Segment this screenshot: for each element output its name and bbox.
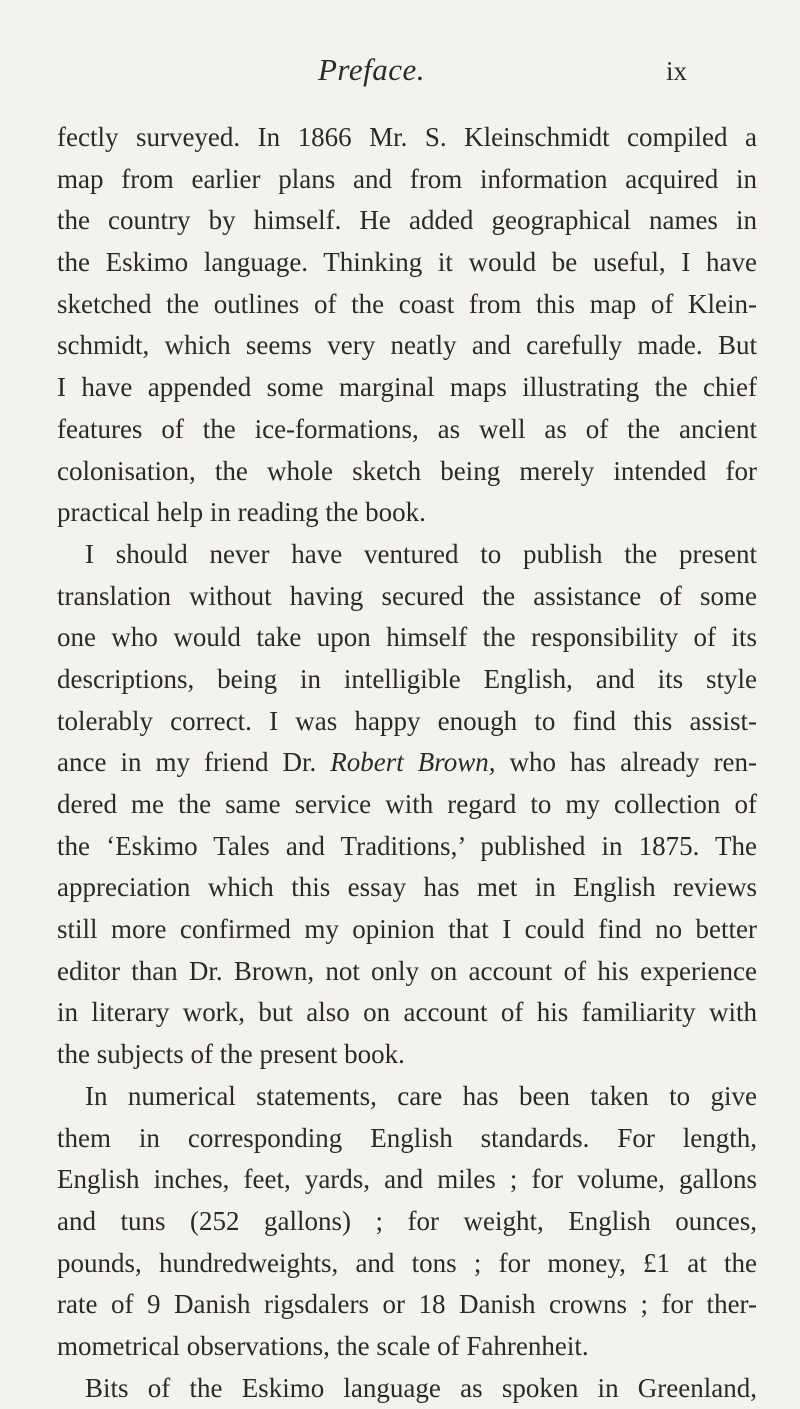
text-line: sketched the outlines of the coast from this map of Klein- — [57, 288, 757, 319]
text-line: pounds, hundredweights, and tons ; for money, £1 at the — [57, 1247, 757, 1278]
text-line: fectly surveyed. In 1866 Mr. S. Kleinschmidt compiled a — [57, 122, 757, 152]
running-head — [0, 52, 800, 92]
paragraph-end-line: mometrical observations, the scale of Fahrenheit. — [57, 1330, 589, 1361]
text-line: and tuns (252 gallons) ; for weight, English ounces, — [57, 1205, 757, 1236]
text-line: appreciation which this essay has met in English reviews — [57, 872, 757, 903]
text-line: editor than Dr. Brown, not only on account of his experience — [57, 955, 757, 986]
paragraph-start-line: Bits of the Eskimo language as spoken in Greenland, — [85, 1372, 757, 1403]
running-title: Preface. — [318, 52, 425, 87]
text-line: descriptions, being in intelligible English, and its style — [57, 663, 757, 694]
text-line: map from earlier plans and from information acquired in — [57, 163, 757, 194]
page-number: ix — [666, 56, 688, 86]
text-line: English inches, feet, yards, and miles ; for volume, gallons — [57, 1164, 757, 1195]
text-line: one who would take upon himself the responsibility of its — [57, 622, 757, 653]
text-line: still more confirmed my opinion that I could find no better — [57, 914, 757, 945]
text-line: the Eskimo language. Thinking it would be useful, I have — [57, 247, 757, 278]
text-line: I have appended some marginal maps illustrating the chief — [57, 372, 757, 403]
text-line: the ‘Eskimo Tales and Traditions,’ published in 1875. The — [57, 830, 757, 861]
text-line: in literary work, but also on account of his familiarity with — [57, 997, 757, 1028]
text-line: tolerably correct. I was happy enough to find this assist- — [57, 705, 757, 736]
text-line: colonisation, the whole sketch being merely intended for — [57, 455, 757, 486]
text-line: dered me the same service with regard to my collection of — [57, 789, 757, 819]
paragraph-end-line: the subjects of the present book. — [57, 1039, 405, 1070]
text-line: schmidt, which seems very neatly and carefully made. But — [57, 330, 757, 361]
paragraph-end-line: practical help in reading the book. — [57, 497, 426, 528]
italic-name: Robert Brown, — [330, 747, 496, 778]
text-line: translation without having secured the assistance of some — [57, 580, 757, 611]
text-line: rate of 9 Danish rigsdalers or 18 Danish crowns ; for ther- — [57, 1289, 757, 1320]
text-segment: ance in my friend Dr. — [57, 747, 331, 778]
text-line: the country by himself. He added geographical names in — [57, 205, 757, 236]
text-line — [57, 742, 757, 784]
text-segment: who has already ren- — [495, 747, 757, 778]
paragraph-start-line: I should never have ventured to publish the present — [85, 538, 757, 569]
text-line: them in corresponding English standards. For length, — [57, 1122, 757, 1153]
paragraph-start-line: In numerical statements, care has been taken to give — [85, 1080, 757, 1111]
text-line: features of the ice-formations, as well as of the ancient — [57, 413, 757, 444]
body-text — [57, 117, 757, 1409]
